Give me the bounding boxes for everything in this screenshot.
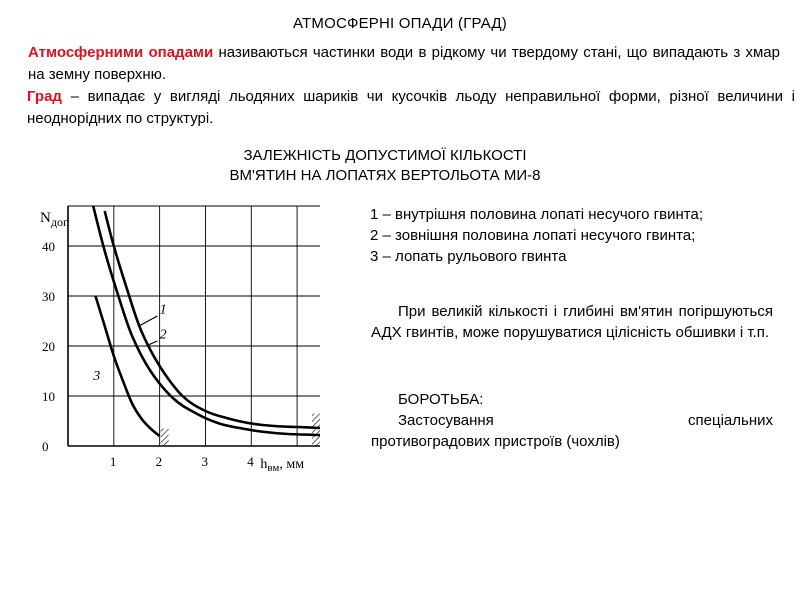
term-hail: Град — [27, 88, 62, 105]
hatch-x2 — [161, 429, 169, 447]
series-label-3: 3 — [93, 369, 101, 384]
x-axis-label-unit: , мм — [279, 457, 305, 472]
series-curve-2 — [93, 206, 320, 435]
x-tick-2: 2 — [155, 454, 163, 469]
fight-heading: БОРОТЬБА: — [398, 391, 484, 408]
series-label-1: 1 — [159, 302, 167, 318]
legend-item-3: 3 – лопать рульового гвинта — [370, 248, 567, 265]
chart-series — [92, 206, 320, 436]
fight-word-2: спеціальних — [688, 412, 773, 429]
y-axis-label — [40, 210, 70, 229]
definition-hail-text: – випадає у вигляді льодяних шариків чи кусочків льоду неправильної форми, різної величини і неоднорідних по структурі. — [27, 88, 795, 127]
legend-item-2: 2 – зовнішня половина лопаті несучого гвинта; — [370, 227, 696, 244]
y-tick-40: 40 — [42, 239, 55, 254]
y-tick-20: 20 — [42, 339, 55, 354]
fight-word-1: Застосування — [398, 412, 494, 429]
fight-text — [371, 410, 773, 452]
series-curve-1 — [105, 211, 320, 428]
x-tick-3: 3 — [201, 454, 208, 469]
x-axis-label-main: h — [260, 457, 268, 472]
x-tick-1: 1 — [109, 454, 117, 469]
legend-item-1: 1 – внутрішня половина лопаті несучого гвинта; — [370, 206, 703, 223]
hatch-right — [312, 414, 320, 447]
term-precipitation: Атмосферними опадами — [28, 44, 214, 61]
fight-line-2: противоградових пристроїв (чохлів) — [371, 433, 620, 450]
chart-title-line2: ВМ'ЯТИН НА ЛОПАТЯХ ВЕРТОЛЬОТА МИ-8 — [229, 167, 541, 184]
x-axis-label — [260, 457, 304, 474]
chart-ticks — [42, 239, 254, 469]
chart-hatching — [161, 414, 320, 447]
damage-note: При великій кількості і глибині вм'ятин погіршуються АДХ гвинтів, може порушуватися цілісність обшивки і т.п. — [371, 303, 773, 341]
dents-chart — [0, 190, 360, 480]
chart-legend — [370, 204, 703, 267]
y-axis-label-sub: доп — [50, 215, 70, 229]
slide-title: АТМОСФЕРНІ ОПАДИ (ГРАД) — [292, 15, 507, 32]
series-label-2: 2 — [159, 327, 167, 343]
x-tick-4: 4 — [247, 454, 254, 469]
chart-title-line1: ЗАЛЕЖНІСТЬ ДОПУСТИМОЇ КІЛЬКОСТІ — [243, 147, 527, 164]
y-tick-10: 10 — [42, 389, 55, 404]
x-axis-label-sub: вм — [267, 462, 280, 474]
leader-1 — [139, 316, 157, 326]
y-tick-0: 0 — [42, 439, 49, 454]
series-curve-3 — [96, 296, 160, 436]
y-tick-30: 30 — [42, 289, 55, 304]
y-axis-label-main: N — [40, 210, 51, 226]
chart-title — [150, 146, 620, 186]
definition-precipitation-text: називаються частинки води в рідкому чи твердому стані, що випадають з хмар на земну поверхню. — [28, 44, 780, 83]
definition-precipitation — [28, 42, 780, 86]
definition-hail — [27, 86, 795, 130]
